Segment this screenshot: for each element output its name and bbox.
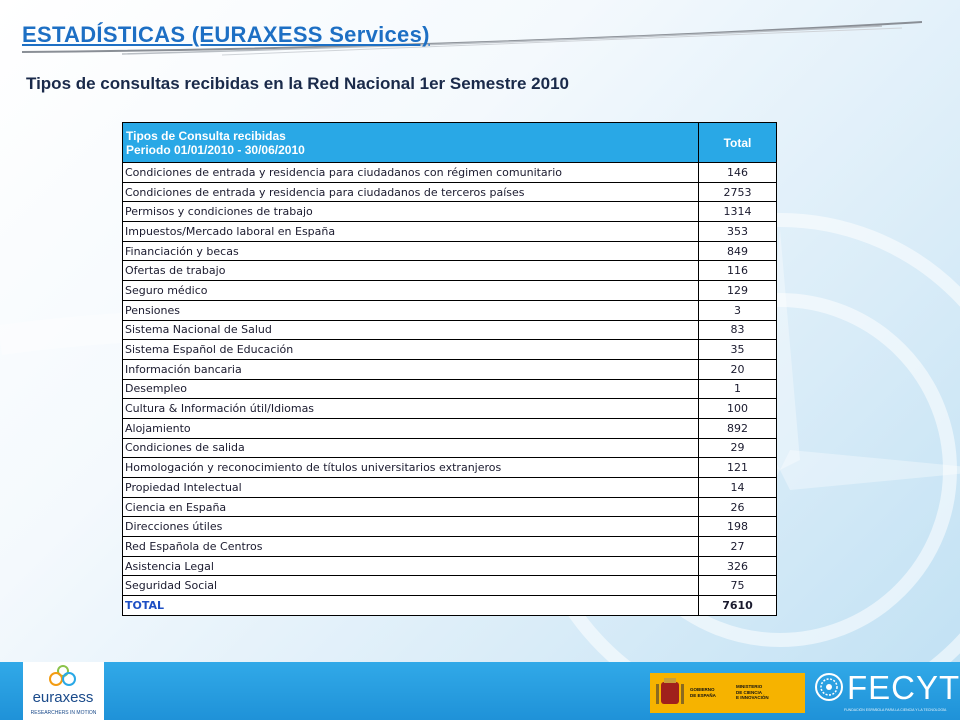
consulta-total-cell: 35 xyxy=(699,340,777,360)
title-area xyxy=(22,18,922,58)
fecyt-emblem-icon xyxy=(814,672,844,702)
table-row xyxy=(123,202,777,222)
fecyt-tagline: FUNDACIÓN ESPAÑOLA PARA LA CIENCIA Y LA TECNOLOGÍA xyxy=(844,708,947,712)
table-row xyxy=(123,261,777,281)
table-row xyxy=(123,576,777,596)
consulta-tipo-cell: Condiciones de salida xyxy=(123,438,699,458)
consulta-tipo-cell: Impuestos/Mercado laboral en España xyxy=(123,222,699,242)
consulta-tipo-cell: Seguro médico xyxy=(123,281,699,301)
consulta-total-cell: 14 xyxy=(699,478,777,498)
consulta-total-cell: 83 xyxy=(699,320,777,340)
consulta-tipo-cell: Propiedad Intelectual xyxy=(123,478,699,498)
consulta-tipo-cell: Permisos y condiciones de trabajo xyxy=(123,202,699,222)
spain-coat-of-arms-icon xyxy=(655,676,685,710)
consulta-tipo-cell: Ofertas de trabajo xyxy=(123,261,699,281)
euraxess-tagline: RESEARCHERS IN MOTION xyxy=(30,710,97,716)
consulta-tipo-cell: Alojamiento xyxy=(123,418,699,438)
consulta-total-cell: 75 xyxy=(699,576,777,596)
consulta-tipo-cell: Ciencia en España xyxy=(123,497,699,517)
table-row xyxy=(123,399,777,419)
euraxess-logo-icon xyxy=(23,662,104,710)
table-row xyxy=(123,537,777,557)
consulta-total-cell: 121 xyxy=(699,458,777,478)
column-header-tipo-line2: Periodo 01/01/2010 - 30/06/2010 xyxy=(126,142,305,157)
consulta-total-cell: 100 xyxy=(699,399,777,419)
table-row xyxy=(123,340,777,360)
consulta-total-cell: 20 xyxy=(699,359,777,379)
consulta-total-cell: 1 xyxy=(699,379,777,399)
table-row xyxy=(123,163,777,183)
total-value: 7610 xyxy=(699,596,777,616)
fecyt-logo xyxy=(812,664,960,720)
fecyt-wordmark: FECYT xyxy=(847,669,960,706)
column-header-tipo xyxy=(123,123,699,163)
consulta-tipo-cell: Red Española de Centros xyxy=(123,537,699,557)
consulta-tipo-cell: Condiciones de entrada y residencia para ciudadanos con régimen comunitario xyxy=(123,163,699,183)
table-row xyxy=(123,379,777,399)
table-row xyxy=(123,359,777,379)
column-header-tipo-line1: Tipos de Consulta recibidas xyxy=(126,128,286,143)
consulta-total-cell: 27 xyxy=(699,537,777,557)
table-row xyxy=(123,556,777,576)
table-row xyxy=(123,222,777,242)
consulta-total-cell: 116 xyxy=(699,261,777,281)
table-row xyxy=(123,458,777,478)
total-label: TOTAL xyxy=(123,596,699,616)
consulta-tipo-cell: Información bancaria xyxy=(123,359,699,379)
table-row xyxy=(123,517,777,537)
table-row xyxy=(123,320,777,340)
consulta-tipo-cell: Seguridad Social xyxy=(123,576,699,596)
table-row xyxy=(123,281,777,301)
table-body xyxy=(123,163,777,616)
consulta-tipo-cell: Homologación y reconocimiento de títulos universitarios extranjeros xyxy=(123,458,699,478)
gobierno-label: GOBIERNO DE ESPAÑA xyxy=(690,687,716,698)
page-title: ESTADÍSTICAS (EURAXESS Services) xyxy=(22,22,430,47)
table-row xyxy=(123,182,777,202)
consulta-tipo-cell: Sistema Nacional de Salud xyxy=(123,320,699,340)
table-row xyxy=(123,438,777,458)
consulta-tipo-cell: Cultura & Información útil/Idiomas xyxy=(123,399,699,419)
table-row xyxy=(123,497,777,517)
ministerio-label: MINISTERIO DE CIENCIA E INNOVACIÓN xyxy=(736,684,769,700)
page-subtitle: Tipos de consultas recibidas en la Red Nacional 1er Semestre 2010 xyxy=(26,74,569,93)
consulta-total-cell: 29 xyxy=(699,438,777,458)
consulta-total-cell: 2753 xyxy=(699,182,777,202)
consulta-tipo-cell: Financiación y becas xyxy=(123,241,699,261)
consulta-tipo-cell: Direcciones útiles xyxy=(123,517,699,537)
consulta-total-cell: 1314 xyxy=(699,202,777,222)
gobierno-logo xyxy=(650,673,805,713)
consulta-tipo-cell: Asistencia Legal xyxy=(123,556,699,576)
euraxess-logo xyxy=(23,662,104,720)
consulta-total-cell: 3 xyxy=(699,300,777,320)
consultas-table xyxy=(122,122,777,616)
consulta-total-cell: 129 xyxy=(699,281,777,301)
consulta-tipo-cell: Desempleo xyxy=(123,379,699,399)
consulta-total-cell: 26 xyxy=(699,497,777,517)
table-total-row xyxy=(123,596,777,616)
consulta-tipo-cell: Sistema Español de Educación xyxy=(123,340,699,360)
consulta-total-cell: 892 xyxy=(699,418,777,438)
table-row xyxy=(123,300,777,320)
table-row xyxy=(123,418,777,438)
table-row xyxy=(123,241,777,261)
consulta-tipo-cell: Condiciones de entrada y residencia para ciudadanos de terceros países xyxy=(123,182,699,202)
consulta-total-cell: 146 xyxy=(699,163,777,183)
consulta-total-cell: 326 xyxy=(699,556,777,576)
consulta-tipo-cell: Pensiones xyxy=(123,300,699,320)
table-row xyxy=(123,478,777,498)
table-header-row xyxy=(123,123,777,163)
euraxess-wordmark: euraxess xyxy=(32,689,94,706)
consulta-total-cell: 198 xyxy=(699,517,777,537)
column-header-total: Total xyxy=(699,123,777,163)
consulta-total-cell: 353 xyxy=(699,222,777,242)
consulta-total-cell: 849 xyxy=(699,241,777,261)
